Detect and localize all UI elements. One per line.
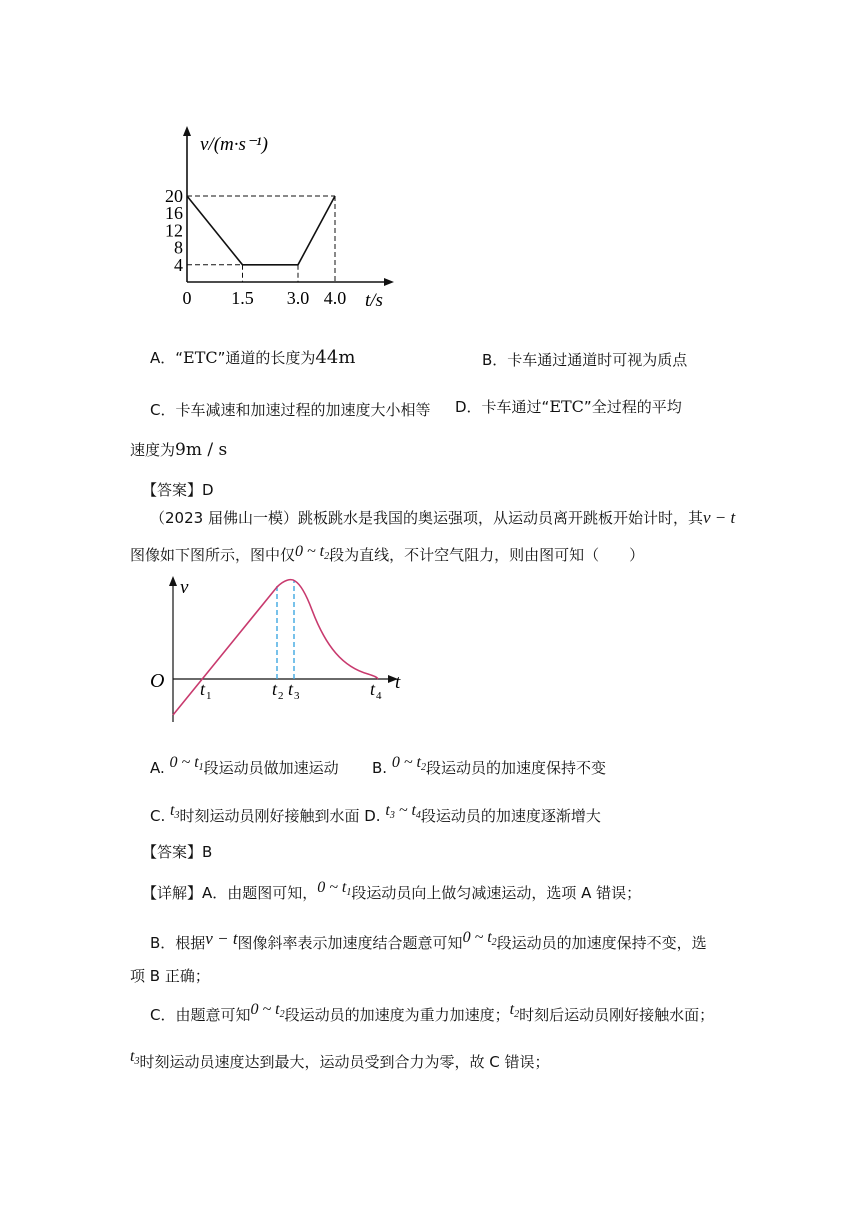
y-tick-label: 20	[165, 186, 183, 206]
explain-b-text: B．根据	[150, 934, 206, 952]
q2-stem-text-2: 图像如下图所示，图中仅	[130, 546, 296, 564]
explain-c-text-3: 时刻后运动员刚好接触水面；	[519, 1006, 715, 1024]
range-0-t2: 0 ~ $t_2$	[250, 1001, 285, 1020]
range-0-t2: 0 ~ $t_2$	[462, 929, 497, 948]
explain-c-text-2: 段运动员的加速度为重力加速度；	[284, 1006, 510, 1024]
explain-b-line2: 项 B 正确；	[130, 967, 210, 985]
v-axis-label: v	[180, 577, 189, 598]
q2-option-b-text: 段运动员的加速度保持不变	[425, 759, 606, 777]
svg-text:t: t	[272, 679, 278, 699]
q2-option-b-letter: B.	[372, 759, 388, 777]
svg-text:1: 1	[206, 690, 212, 702]
q1-option-d-line2	[130, 440, 227, 460]
q1-option-a-text: A．“	[150, 349, 184, 367]
t1-label	[200, 679, 212, 702]
q1-option-b: B．卡车通过通道时可视为质点	[482, 351, 688, 369]
t2-symbol: $t_2$	[509, 1001, 520, 1020]
q1-option-c: C．卡车减速和加速过程的加速度大小相等	[150, 401, 431, 419]
x-tick-label: 1.5	[231, 288, 254, 308]
x-tick-label: 4.0	[323, 288, 347, 308]
t-axis-label: t	[395, 672, 401, 693]
y-tick-label: 4	[174, 254, 183, 275]
explain-c-line2-text: 时刻运动员速度达到最大，运动员受到合力为零，故 C 错误；	[139, 1053, 550, 1071]
range-0-t1: 0 ~ $t_1$	[169, 754, 204, 773]
svg-text:t: t	[370, 679, 376, 699]
t4-label	[370, 679, 382, 702]
explain-c-text: C．由题意可知	[150, 1006, 251, 1024]
q2-stem-line1	[150, 508, 735, 528]
q1-option-d-text: D．卡车通过“	[455, 398, 550, 416]
y-axis-arrow	[169, 576, 177, 586]
svg-text:t: t	[200, 679, 206, 699]
t3-symbol: $t_3$	[170, 802, 180, 821]
x-axis-label: t/s	[365, 290, 383, 311]
q1-option-d-line2-text: 速度为	[130, 441, 176, 459]
q2-option-a-text: 段运动员做加速运动	[203, 759, 339, 777]
range-0-t1: 0 ~ $t_1$	[317, 879, 352, 898]
q2-answer: 【答案】B	[142, 843, 213, 861]
q2-option-a	[150, 754, 339, 784]
y-tick-label: 12	[165, 220, 183, 241]
range-symbol: 0 ~ t	[295, 543, 325, 560]
y-axis-label: v/(m·s⁻¹)	[200, 134, 268, 155]
q2-option-a-letter: A.	[150, 759, 165, 777]
vt-chart-etc	[150, 120, 410, 315]
q1-option-a-text-2: ”通道的长度为	[217, 349, 316, 367]
svg-text:2: 2	[278, 690, 284, 702]
y-tick-label: 16	[165, 203, 183, 224]
x-tick-label: 0	[182, 288, 192, 308]
t3-label	[288, 679, 300, 702]
explain-b-text-3: 段运动员的加速度保持不变，选	[496, 934, 707, 952]
q2-option-c-letter: C.	[150, 807, 166, 825]
svg-text:t: t	[288, 679, 294, 699]
x-axis-arrow	[384, 278, 394, 286]
q2-option-c	[150, 802, 601, 832]
explain-b-text-2: 图像斜率表示加速度结合题意可知	[237, 934, 463, 952]
q1-option-d	[455, 397, 682, 417]
q2-option-d-text: 段运动员的加速度逐渐增大	[420, 807, 601, 825]
t3-symbol: $t_3$	[130, 1048, 140, 1067]
explain-c	[150, 1001, 715, 1031]
avg-speed-value: 9m / s	[175, 440, 228, 460]
diver-vt-chart	[148, 572, 418, 732]
svg-text:4: 4	[376, 690, 382, 702]
velocity-line	[187, 196, 335, 265]
explain-b	[150, 929, 707, 959]
vt-symbol: v − t	[702, 508, 736, 527]
q1-option-a	[150, 348, 355, 368]
range-t3-t4: $t_3$ ~ $t_4$	[385, 802, 421, 821]
q2-option-c-text: 时刻运动员刚好接触到水面 D.	[179, 807, 381, 825]
etc-label: ETC	[183, 348, 218, 367]
vt-symbol: v − t	[205, 929, 238, 948]
explain-c-line2	[130, 1048, 550, 1078]
range-0-t2: 0 ~ $t_2$	[391, 754, 426, 773]
q2-stem-text-3: 段为直线，不计空气阻力，则由图可知（ ）	[329, 546, 645, 564]
explain-a-text: 【详解】A．由题图可知，	[142, 884, 318, 902]
q2-stem-text: （2023 届佛山一模）跳板跳水是我国的奥运强项，从运动员离开跳板开始计时，其	[150, 509, 703, 527]
explain-a	[142, 879, 642, 909]
x-tick-labels	[183, 288, 347, 308]
explain-a-text-2: 段运动员向上做匀减速运动，选项 A 错误；	[351, 884, 642, 902]
origin-label: O	[150, 670, 165, 692]
q2-option-b	[372, 754, 606, 784]
x-tick-label: 3.0	[286, 288, 310, 308]
y-tick-labels	[165, 186, 183, 275]
t2-label	[272, 679, 284, 702]
q1-answer: 【答案】D	[142, 481, 214, 499]
length-value: 44m	[315, 347, 356, 368]
svg-text:3: 3	[294, 690, 300, 702]
y-axis-arrow	[183, 126, 191, 136]
q1-option-d-text-2: ”全过程的平均	[583, 398, 682, 416]
y-tick-label: 8	[174, 237, 183, 258]
etc-label-2: ETC	[549, 397, 584, 416]
guide-lines	[187, 196, 335, 282]
q2-stem-line2: 图像如下图所示，图中仅0 ~ $t_2$段为直线，不计空气阻力，则由图可知（ ）	[130, 543, 645, 564]
